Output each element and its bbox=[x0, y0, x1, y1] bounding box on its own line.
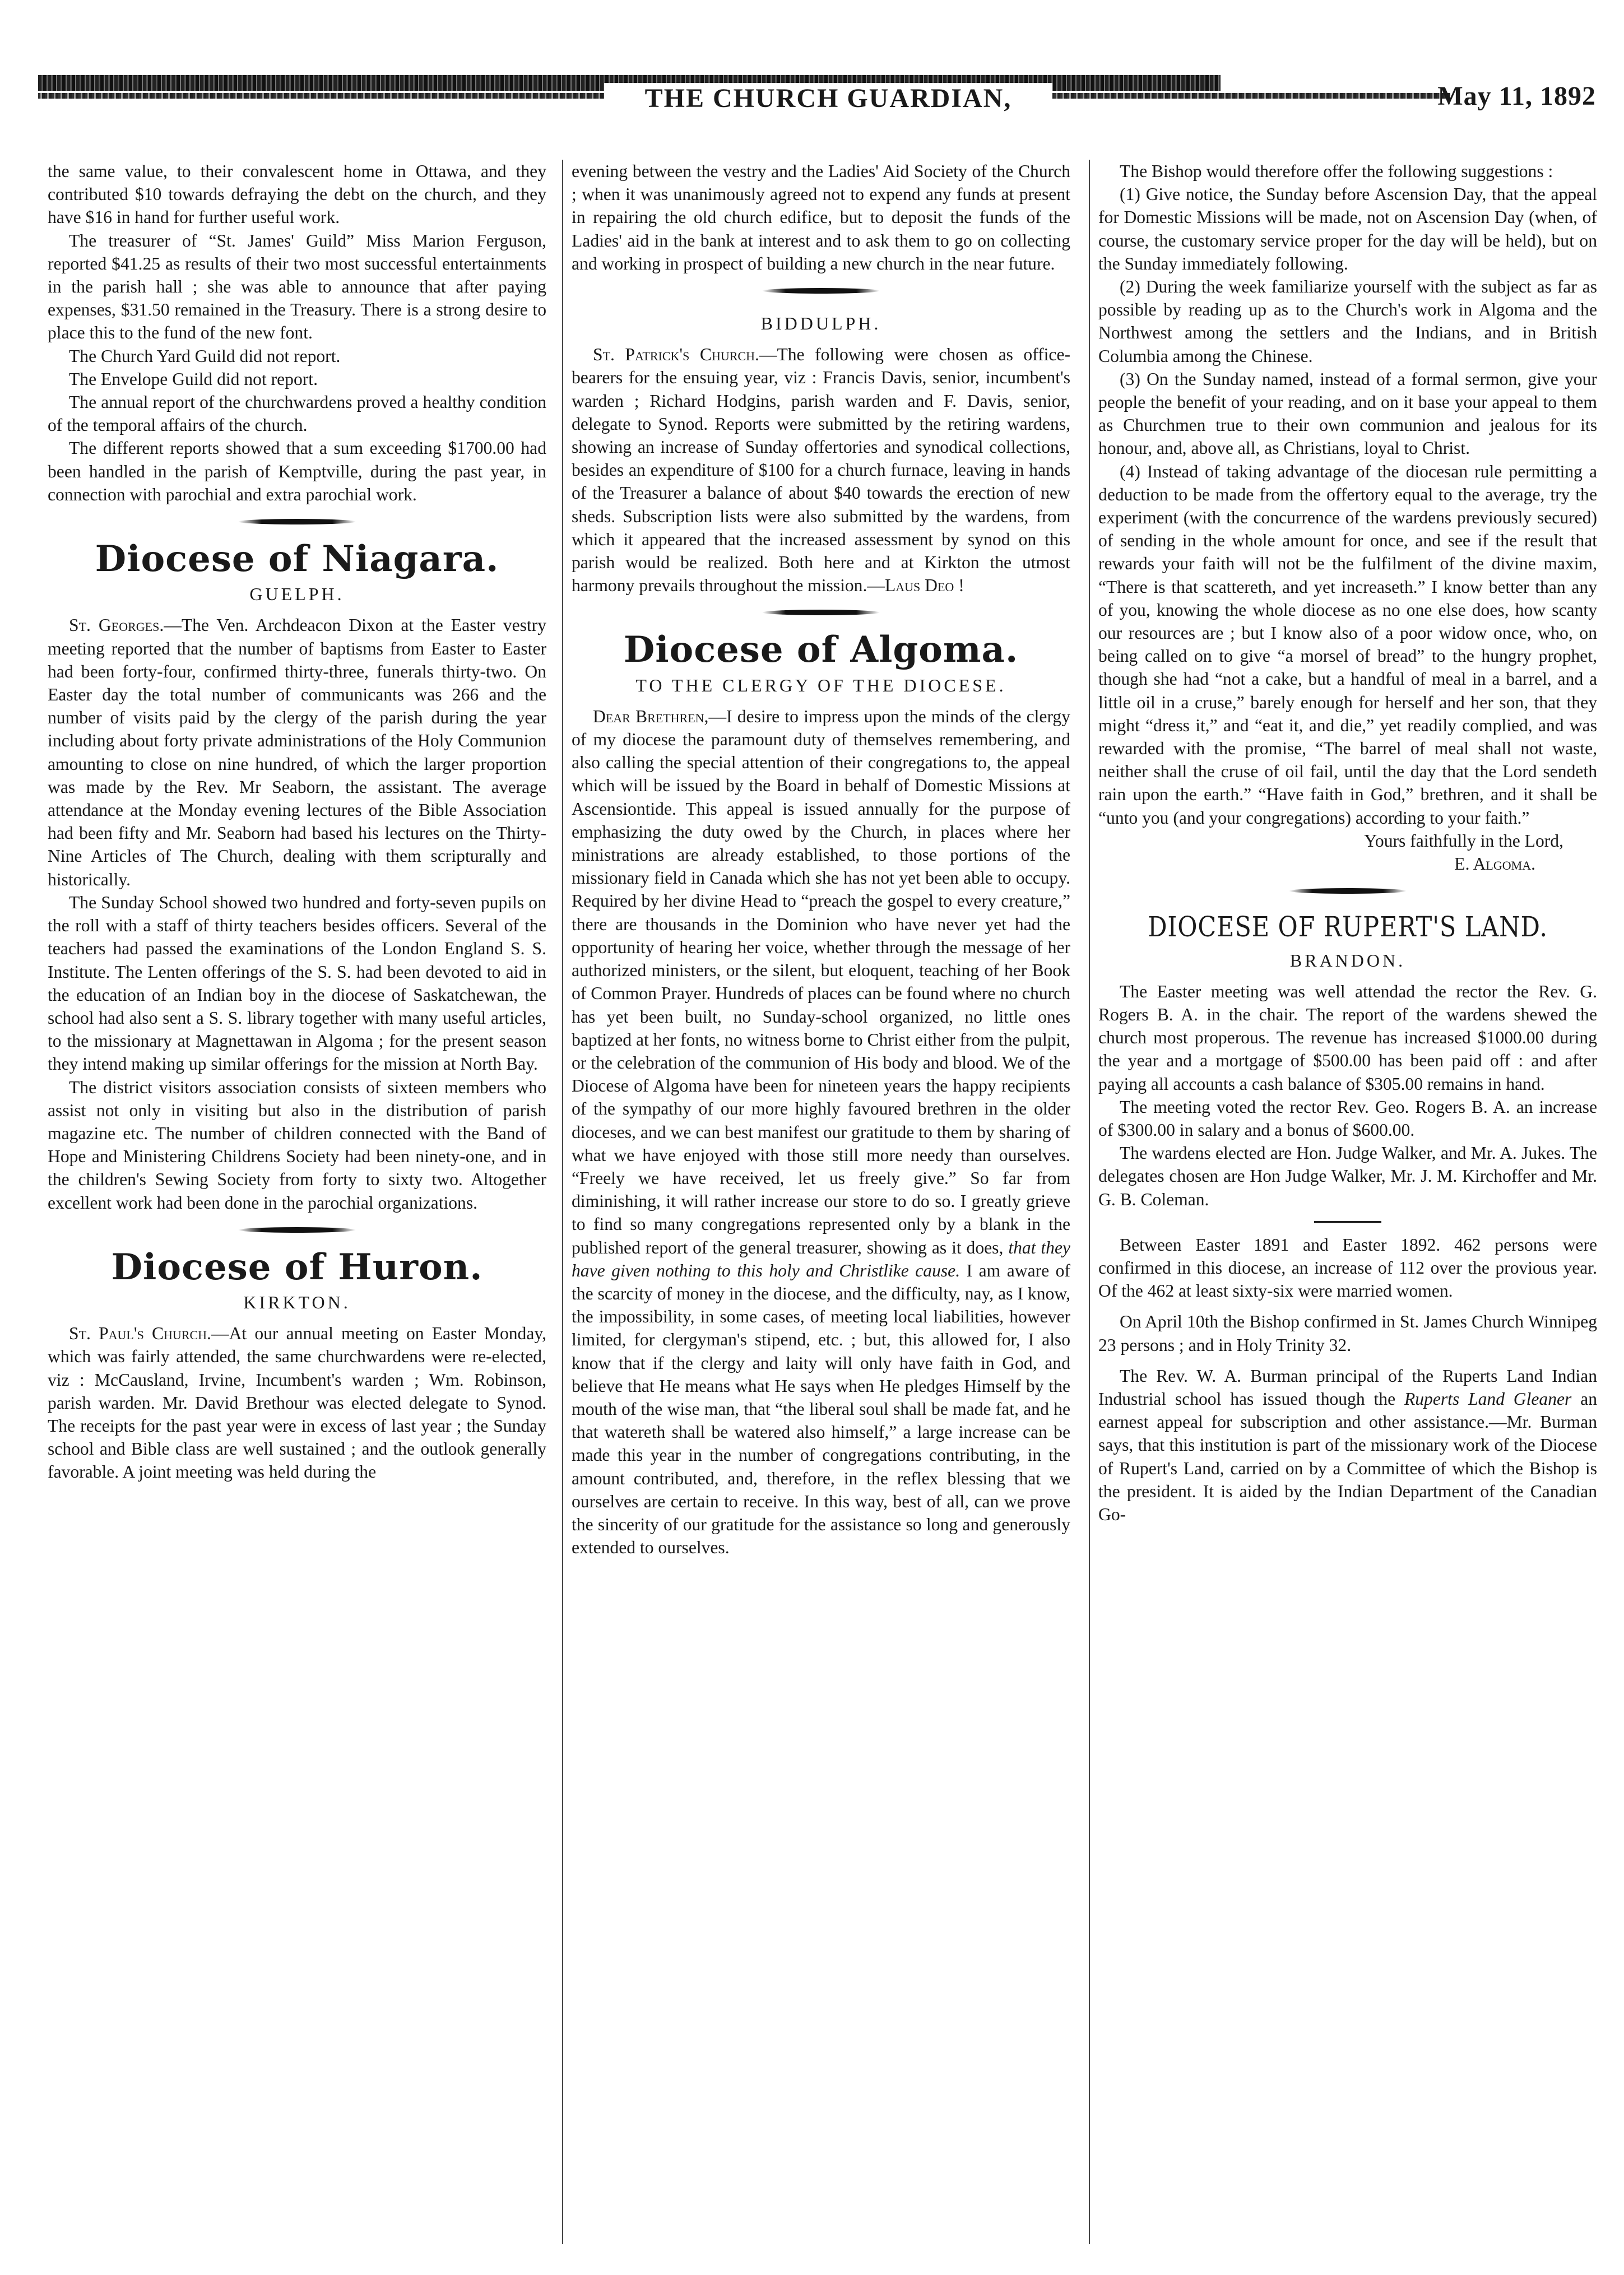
issue-date: May 11, 1892 bbox=[1437, 81, 1596, 111]
signature: E. Algoma. bbox=[1454, 854, 1535, 874]
section-divider bbox=[48, 506, 546, 537]
section-divider bbox=[572, 275, 1070, 307]
paragraph: The meeting voted the rector Rev. Geo. Rogers B. A. an increase of $300.00 in salary and a bonus of $600.00. bbox=[1098, 1097, 1597, 1140]
section-divider bbox=[1098, 875, 1597, 907]
paragraph: The Church Yard Guild did not report. bbox=[69, 346, 341, 366]
column-3 bbox=[1098, 160, 1597, 2244]
section-heading: Diocese of Niagara. bbox=[95, 538, 499, 581]
publication-title: Ruperts Land Gleaner bbox=[1404, 1389, 1572, 1409]
paragraph: The wardens elected are Hon. Judge Walker, and Mr. A. Jukes. The delegates chosen are Hon Judge Walker, Mr. J. M. Kirchoffer and Mr. G. B. Coleman. bbox=[1098, 1143, 1597, 1209]
paragraph: On April 10th the Bishop confirmed in St. James Church Winnipeg 23 persons ; and in Holy Trinity 32. bbox=[1098, 1312, 1597, 1355]
paragraph: The Easter meeting was well attendad the rector the Rev. G. Rogers B. A. in the chair. The report of the wardens shewed the church most properous. The revenue has increased $1000.00 during the year and a mortgage of $500.00 has been paid off : and after paying all accounts a cash balance of $305.00 remains in hand. bbox=[1098, 981, 1597, 1094]
paragraph: The Bishop would therefore offer the following suggestions : bbox=[1120, 161, 1553, 181]
paragraph: The annual report of the churchwardens proved a healthy condition of the temporal affairs of the church. bbox=[48, 392, 546, 435]
lead-in: St. Georges. bbox=[69, 615, 164, 635]
section-heading: Diocese of Huron. bbox=[111, 1246, 483, 1288]
section-heading: DIOCESE OF RUPERT'S LAND. bbox=[1148, 911, 1548, 944]
subsection-heading: BIDDULPH. bbox=[760, 313, 881, 334]
paragraph: Dear Brethren,—I desire to impress upon the minds of the clergy of my diocese the paramount duty of themselves remembering, and also calling the special attention of their congregations to, the appeal which will be issued by the Board in behalf of Domestic Missions at Ascensiontide. This appeal is issued annually for the purpose of emphasizing the duty owed by the Church, in places where her ministrations are already established, to those portions of the missionary field in Canada which she has not yet been able to occupy. Required by her divine Head to “preach the gospel to every creature,” there are thousands in the Dominion who have never yet had the opportunity of hearing her voice, whether through the message of her authorized ministers, or the silent, but eloquent, teaching of her Book of Common Prayer. Hundreds of places can be found where no church has yet been built, no Sunday-school organized, no little ones baptized at her fonts, no witness borne to Christ either from the pulpit, or the celebration of the communion of His body and blood. We of the Diocese of Algoma have been for nineteen years the happy recipients of the sympathy of our more highly favoured brethren in the older dioceses, and we can best manifest our gratitude to them by sharing of what we have enjoyed with those still more needy than ourselves. “Freely we have received, let us freely give.” So far from diminishing, it will rather increase our store to do so. I greatly grieve to find so many congregations represented only by a blank in the published report of the general treasurer, showing as it does, that they have given nothing to this holy and Christlike cause. I am aware of the scarcity of money in the diocese, and the difficulty, nay, as I know, the impossibility, in some cases, of meeting local liabilities, however limited, for clergyman's stipend, etc. ; but, this allowed for, I also know that if the clergy and laity will only have faith in God, and believe that He means what He says when He pledges Himself by the mouth of the wise man, that “the liberal soul shall be made fat, and he that watereth shall be watered also himself,” a large increase can be made this year in the number of congregations contributing, in the amount contributed, and, therefore, in the reflex blessing that we ourselves are certain to receive. In this way, best of all, can we prove the sincerity of our gratitude for the assistance so long and generously extended to ourselves. bbox=[572, 706, 1070, 1558]
paragraph: The Sunday School showed two hundred and forty-seven pupils on the roll with a staff of thirty teachers besides officers. Several of the teachers had passed the examinations of the London England S. S. Institute. The Lenten offerings of the S. S. had been devoted to aid in the education of an Indian boy in the diocese of Saskatchewan, the school had also sent a S. S. library together with many useful articles, to the missionary at Magnettawan in Algoma ; for the present season they intend making up similar offerings for the mission at North Bay. bbox=[48, 892, 546, 1074]
paragraph: St. Patrick's Church.—The following were chosen as office-bearers for the ensuing year, viz : Francis Davis, senior, incumbent's warden ; Richard Hodgins, parish warden and F. Davis, senior, delegate to Synod. Reports were submitted by the retiring wardens, showing an increase of Sunday offertories and synodical collections, besides an expenditure of $100 for a church furnace, leaving in hands of the Treasurer a balance of about $40 towards the erection of new sheds. Subscription lists were also submitted by the wardens, from which it appeared that the increased assessment by synod on this parish would be realized. Both here and at Kirkton the utmost harmony prevails throughout the mission.—Laus Deo ! bbox=[572, 345, 1070, 596]
subsection-heading: TO THE CLERGY OF THE DIOCESE. bbox=[635, 675, 1006, 695]
newspaper-title: THE CHURCH GUARDIAN, bbox=[604, 83, 1052, 114]
section-divider bbox=[572, 597, 1070, 628]
paragraph: evening between the vestry and the Ladies' Aid Society of the Church ; when it was unanimously agreed not to expend any funds at present in repairing the old church edifice, but to deposit the funds of the Ladies' aid in the bank at interest and to ask them to go on collecting and working in prospect of building a new church in the near future. bbox=[572, 161, 1070, 273]
lead-in: Dear Brethren, bbox=[593, 706, 709, 726]
section-divider bbox=[1098, 1211, 1597, 1233]
paragraph: (1) Give notice, the Sunday before Ascension Day, that the appeal for Domestic Missions will be made, not on Ascension Day (when, of course, the customary service proper for the day will be held), but on the Sunday immediately following. bbox=[1098, 184, 1597, 273]
section-heading: Diocese of Algoma. bbox=[623, 629, 1019, 671]
signature: Laus Deo ! bbox=[884, 575, 964, 596]
column-rule bbox=[1089, 160, 1090, 2244]
lead-in: St. Paul's Church. bbox=[69, 1324, 211, 1344]
section-divider bbox=[48, 1214, 546, 1246]
masthead bbox=[38, 66, 1596, 117]
paragraph: The Rev. W. A. Burman principal of the Ruperts Land Indian Industrial school has issued though the Ruperts Land Gleaner an earnest appeal for subscription and other assistance.—Mr. Burman says, that this institution is part of the missionary work of the Diocese of Rupert's Land, carried on by a Committee of which the Bishop is the president. It is aided by the Indian Department of the Canadian Go- bbox=[1098, 1366, 1597, 1524]
column-rule bbox=[562, 160, 563, 2244]
paragraph: St. Georges.—The Ven. Archdeacon Dixon at the Easter vestry meeting reported that the number of baptisms from Easter to Easter had been forty-four, confirmed thirty-three, funerals thirty-two. On Easter day the total number of communicants was 266 and the number of visits paid by the clergy of the parish during the year including about forty private administrations of the Holy Communion amounting to close on nine hundred, of which the larger proportion was made by the Rev. Mr Seaborn, the assistant. The average attendance at the Monday evening lectures of the Bible Association had been fifty and Mr. Seaborn had based his lectures on the Thirty-Nine Articles of The Church, dealing with them scripturally and historically. bbox=[48, 615, 546, 889]
column-1 bbox=[48, 160, 546, 2244]
subsection-heading: BRANDON. bbox=[1289, 950, 1406, 971]
paragraph: The Envelope Guild did not report. bbox=[69, 369, 318, 389]
paragraph: The treasurer of “St. James' Guild” Miss Marion Ferguson, reported $41.25 as results of their two most successful entertainments in the parish hall ; she was able to announce that after paying expenses, $31.50 remained in the Treasury. There is a strong desire to place this to the fund of the new font. bbox=[48, 230, 546, 343]
paragraph: St. Paul's Church.—At our annual meeting on Easter Monday, which was fairly attended, the same churchwardens were re-elected, viz : McCausland, Irvine, Incumbent's warden ; Wm. Robinson, parish warden. Mr. David Brethour was elected delegate to Synod. The receipts for the past year were in excess of last year ; the Sunday school and Bible class are well sustained ; and the outlook generally favorable. A joint meeting was held during the bbox=[48, 1324, 546, 1482]
column-2 bbox=[572, 160, 1070, 2244]
lead-in: St. Patrick's Church. bbox=[593, 345, 759, 365]
paragraph: Between Easter 1891 and Easter 1892. 462 persons were confirmed in this diocese, an increase of 112 over the provious year. Of the 462 at least sixty-six were married women. bbox=[1098, 1234, 1597, 1301]
paragraph: (4) Instead of taking advantage of the diocesan rule permitting a deduction to be made from the offertory equal to the average, try the experiment (with the concurrence of the wardens previously secured) of sending in the whole amount for once, and see if the result that rewards your faith will not be the fulfilment of the divine maxim, “There is that scattereth, and yet increaseth.” I know better than any of you, knowing the whole diocese as no one else does, how scanty our resources are ; but I know also of a poor widow once, who, on being called on to give “a morsel of bread” to the hungry prophet, though she had “not a cake, but a handful of meal in a barrel, and a little oil in a cruse,” barely enough for herself and her son, that they might “dress it,” and “eat it, and die,” yet readily complied, and was rewarded with the promise, “The barrel of meal shall not waste, neither shall the cruse of oil fail, until the day that the Lord sendeth rain upon the earth.” “Have faith in God,” brethren, and it shall be “unto you (and your congregations) according to your faith.” bbox=[1098, 461, 1597, 828]
closing: Yours faithfully in the Lord, bbox=[1364, 830, 1563, 851]
paragraph: (3) On the Sunday named, instead of a formal sermon, give your people the benefit of your reading, and on it base your appeal to them as Churchmen true to their own communion and jealous for its honour, and, above all, as Christians, loyal to Christ. bbox=[1098, 369, 1597, 458]
subsection-heading: KIRKTON. bbox=[243, 1292, 351, 1312]
paragraph: (2) During the week familiarize yourself with the subject as far as possible by reading up as to the Church's work in Algoma and the Northwest among the settlers and the Indians, and in British Columbia among the Chinese. bbox=[1098, 277, 1597, 366]
paragraph: The district visitors association consists of sixteen members who assist not only in visiting but also in the distribution of parish magazine etc. The number of children connected with the Band of Hope and Ministering Childrens Society had been ninety-one, and in the children's Sewing Society from forty to sixty two. Altogether excellent work had been done in the parochial organizations. bbox=[48, 1077, 546, 1213]
emphasis: that they have given nothing to this holy and Christlike cause. bbox=[572, 1237, 1070, 1280]
subsection-heading: GUELPH. bbox=[249, 584, 345, 605]
paragraph: The different reports showed that a sum exceeding $1700.00 had been handled in the parish of Kemptville, during the past year, in connection with parochial and extra parochial work. bbox=[48, 438, 546, 504]
paragraph: the same value, to their convalescent home in Ottawa, and they contributed $10 towards defraying the debt on the church, and they have $16 in hand for further useful work. bbox=[48, 161, 546, 227]
